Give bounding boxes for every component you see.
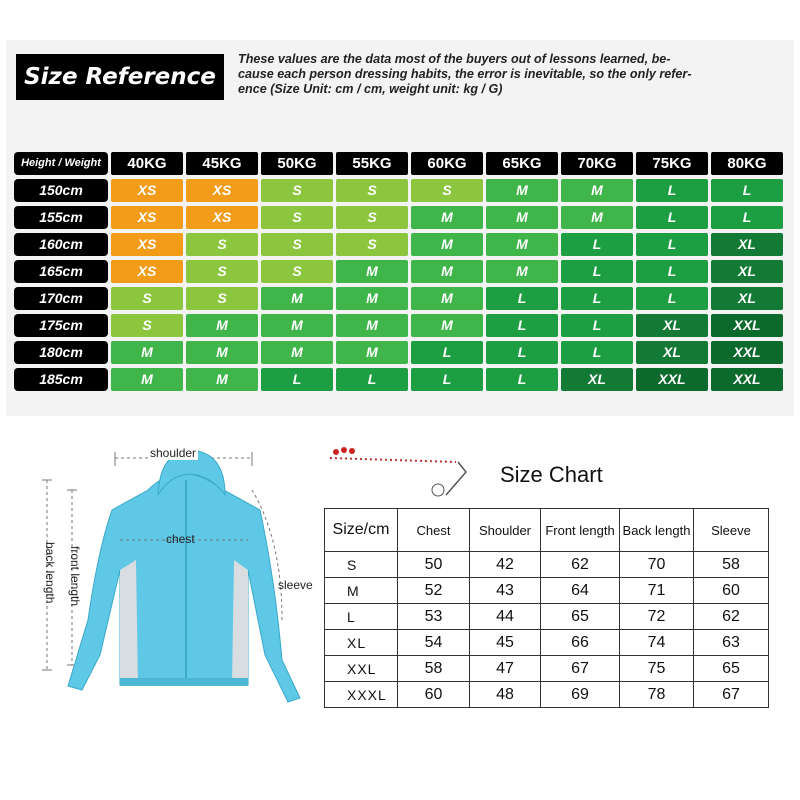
measurement-cell: 48 [470,682,541,708]
size-cell: M [186,341,258,364]
size-chart-row [325,656,769,682]
size-chart-row [325,604,769,630]
size-cell: M [336,314,408,337]
size-cell: M [261,341,333,364]
height-label: 170cm [14,287,108,310]
measurement-cell: 65 [541,604,620,630]
grid-row [14,314,792,337]
size-cell: L [411,368,483,391]
weight-header: 40KG [111,152,183,175]
height-label: 175cm [14,314,108,337]
weight-header: 60KG [411,152,483,175]
measurement-cell: 54 [398,630,470,656]
size-name-cell: XL [325,630,398,656]
header-sleeve: Sleeve [694,509,769,552]
grid-row [14,233,792,256]
size-cell: XL [711,260,783,283]
weight-header: 80KG [711,152,783,175]
size-cell: S [336,179,408,202]
size-cell: M [486,179,558,202]
size-cell: S [186,287,258,310]
size-cell: L [636,260,708,283]
size-cell: L [411,341,483,364]
header-size: Size/cm [325,509,398,552]
measurement-cell: 62 [541,552,620,578]
jacket-illustration [20,440,320,710]
measurement-cell: 63 [694,630,769,656]
measurement-cell: 58 [694,552,769,578]
disclaimer-text [238,52,783,97]
size-cell: L [561,287,633,310]
size-cell: M [411,287,483,310]
size-cell: M [261,314,333,337]
size-cell: L [561,260,633,283]
size-cell: S [261,260,333,283]
measurement-cell: 75 [620,656,694,682]
measurement-cell: 71 [620,578,694,604]
size-cell: S [261,206,333,229]
size-cell: L [711,179,783,202]
size-name-cell: S [325,552,398,578]
size-cell: XS [111,206,183,229]
size-cell: XS [186,179,258,202]
measurement-cell: 62 [694,604,769,630]
weight-header: 50KG [261,152,333,175]
size-cell: S [261,179,333,202]
size-cell: XL [711,233,783,256]
disclaimer-line: ence (Size Unit: cm / cm, weight unit: kg / G) [238,82,503,96]
size-reference-panel [6,40,794,416]
size-cell: L [636,233,708,256]
size-cell: L [486,287,558,310]
size-cell: M [561,179,633,202]
header-shoulder: Shoulder [470,509,541,552]
grid-row [14,206,792,229]
size-cell: M [186,314,258,337]
size-cell: XS [111,179,183,202]
size-cell: XL [636,314,708,337]
height-label: 165cm [14,260,108,283]
measurement-cell: 47 [470,656,541,682]
sleeve-label: sleeve [278,578,313,592]
size-cell: S [336,206,408,229]
measurement-cell: 64 [541,578,620,604]
measurement-cell: 58 [398,656,470,682]
size-cell: S [411,179,483,202]
measurement-cell: 44 [470,604,541,630]
measurement-cell: 60 [694,578,769,604]
size-chart-row [325,682,769,708]
size-cell: XXL [636,368,708,391]
size-name-cell: XXL [325,656,398,682]
size-cell: M [411,260,483,283]
size-chart-body [325,552,769,708]
grid-row [14,368,792,391]
size-cell: L [561,314,633,337]
header-chest: Chest [398,509,470,552]
measurement-cell: 65 [694,656,769,682]
height-label: 160cm [14,233,108,256]
measurement-cell: 42 [470,552,541,578]
size-chart-row [325,630,769,656]
measurement-cell: 43 [470,578,541,604]
weight-header: 70KG [561,152,633,175]
size-cell: XS [111,260,183,283]
size-chart-table [324,508,769,708]
weight-header: 75KG [636,152,708,175]
size-cell: L [486,314,558,337]
size-cell: XXL [711,368,783,391]
size-cell: S [336,233,408,256]
size-cell: S [261,233,333,256]
size-cell: L [636,206,708,229]
measurement-cell: 67 [541,656,620,682]
size-cell: M [411,314,483,337]
grid-row [14,287,792,310]
size-cell: L [486,368,558,391]
size-cell: L [261,368,333,391]
size-cell: XS [186,206,258,229]
measurement-cell: 60 [398,682,470,708]
size-cell: L [336,368,408,391]
size-cell: M [411,233,483,256]
grid-header-row [14,152,792,175]
height-label: 150cm [14,179,108,202]
size-cell: M [411,206,483,229]
header-back-length: Back length [620,509,694,552]
height-label: 155cm [14,206,108,229]
front-length-label: front length [68,546,82,607]
size-cell: L [636,179,708,202]
height-label: 180cm [14,341,108,364]
measurement-cell: 72 [620,604,694,630]
size-cell: L [711,206,783,229]
size-cell: M [561,206,633,229]
grid-row [14,341,792,364]
size-cell: M [486,233,558,256]
size-name-cell: L [325,604,398,630]
measurement-cell: 50 [398,552,470,578]
size-cell: M [261,287,333,310]
size-cell: M [336,287,408,310]
size-cell: S [186,260,258,283]
grid-row [14,179,792,202]
size-cell: S [186,233,258,256]
grid-corner-label: Height / Weight [14,152,108,175]
measurement-cell: 52 [398,578,470,604]
grid-row [14,260,792,283]
size-cell: L [636,287,708,310]
measurement-cell: 67 [694,682,769,708]
measurement-cell: 74 [620,630,694,656]
disclaimer-line: cause each person dressing habits, the error is inevitable, so the only refer- [238,67,692,81]
weight-header: 45KG [186,152,258,175]
weight-header: 65KG [486,152,558,175]
size-cell: XXL [711,341,783,364]
measurement-cell: 53 [398,604,470,630]
measurement-cell: 45 [470,630,541,656]
size-cell: M [486,260,558,283]
measurement-cell: 66 [541,630,620,656]
shoulder-label: shoulder [150,446,197,460]
jacket-measurement-diagram [20,440,320,710]
size-name-cell: XXXL [325,682,398,708]
size-cell: XL [561,368,633,391]
size-cell: XXL [711,314,783,337]
size-chart-title: Size Chart [500,462,603,487]
size-cell: XL [711,287,783,310]
height-label: 185cm [14,368,108,391]
size-cell: L [486,341,558,364]
size-cell: XS [111,233,183,256]
size-cell: L [561,233,633,256]
measurement-cell: 78 [620,682,694,708]
weight-header: 55KG [336,152,408,175]
size-reference-title: Size Reference [16,54,224,100]
measurement-cell: 70 [620,552,694,578]
size-cell: M [186,368,258,391]
size-cell: S [111,314,183,337]
measurement-cell: 69 [541,682,620,708]
tape-measure-icon [326,440,476,500]
size-cell: M [111,341,183,364]
size-cell: M [336,341,408,364]
size-cell: XL [636,341,708,364]
size-chart-row [325,552,769,578]
size-name-cell: M [325,578,398,604]
size-chart-header-row [325,509,769,552]
size-cell: M [336,260,408,283]
size-chart-row [325,578,769,604]
size-cell: M [486,206,558,229]
header-front-length: Front length [541,509,620,552]
size-cell: M [111,368,183,391]
disclaimer-line: These values are the data most of the buyers out of lessons learned, be- [238,52,671,66]
size-cell: L [561,341,633,364]
back-length-label: back length [43,542,57,604]
chest-label: chest [166,532,195,546]
size-cell: S [111,287,183,310]
